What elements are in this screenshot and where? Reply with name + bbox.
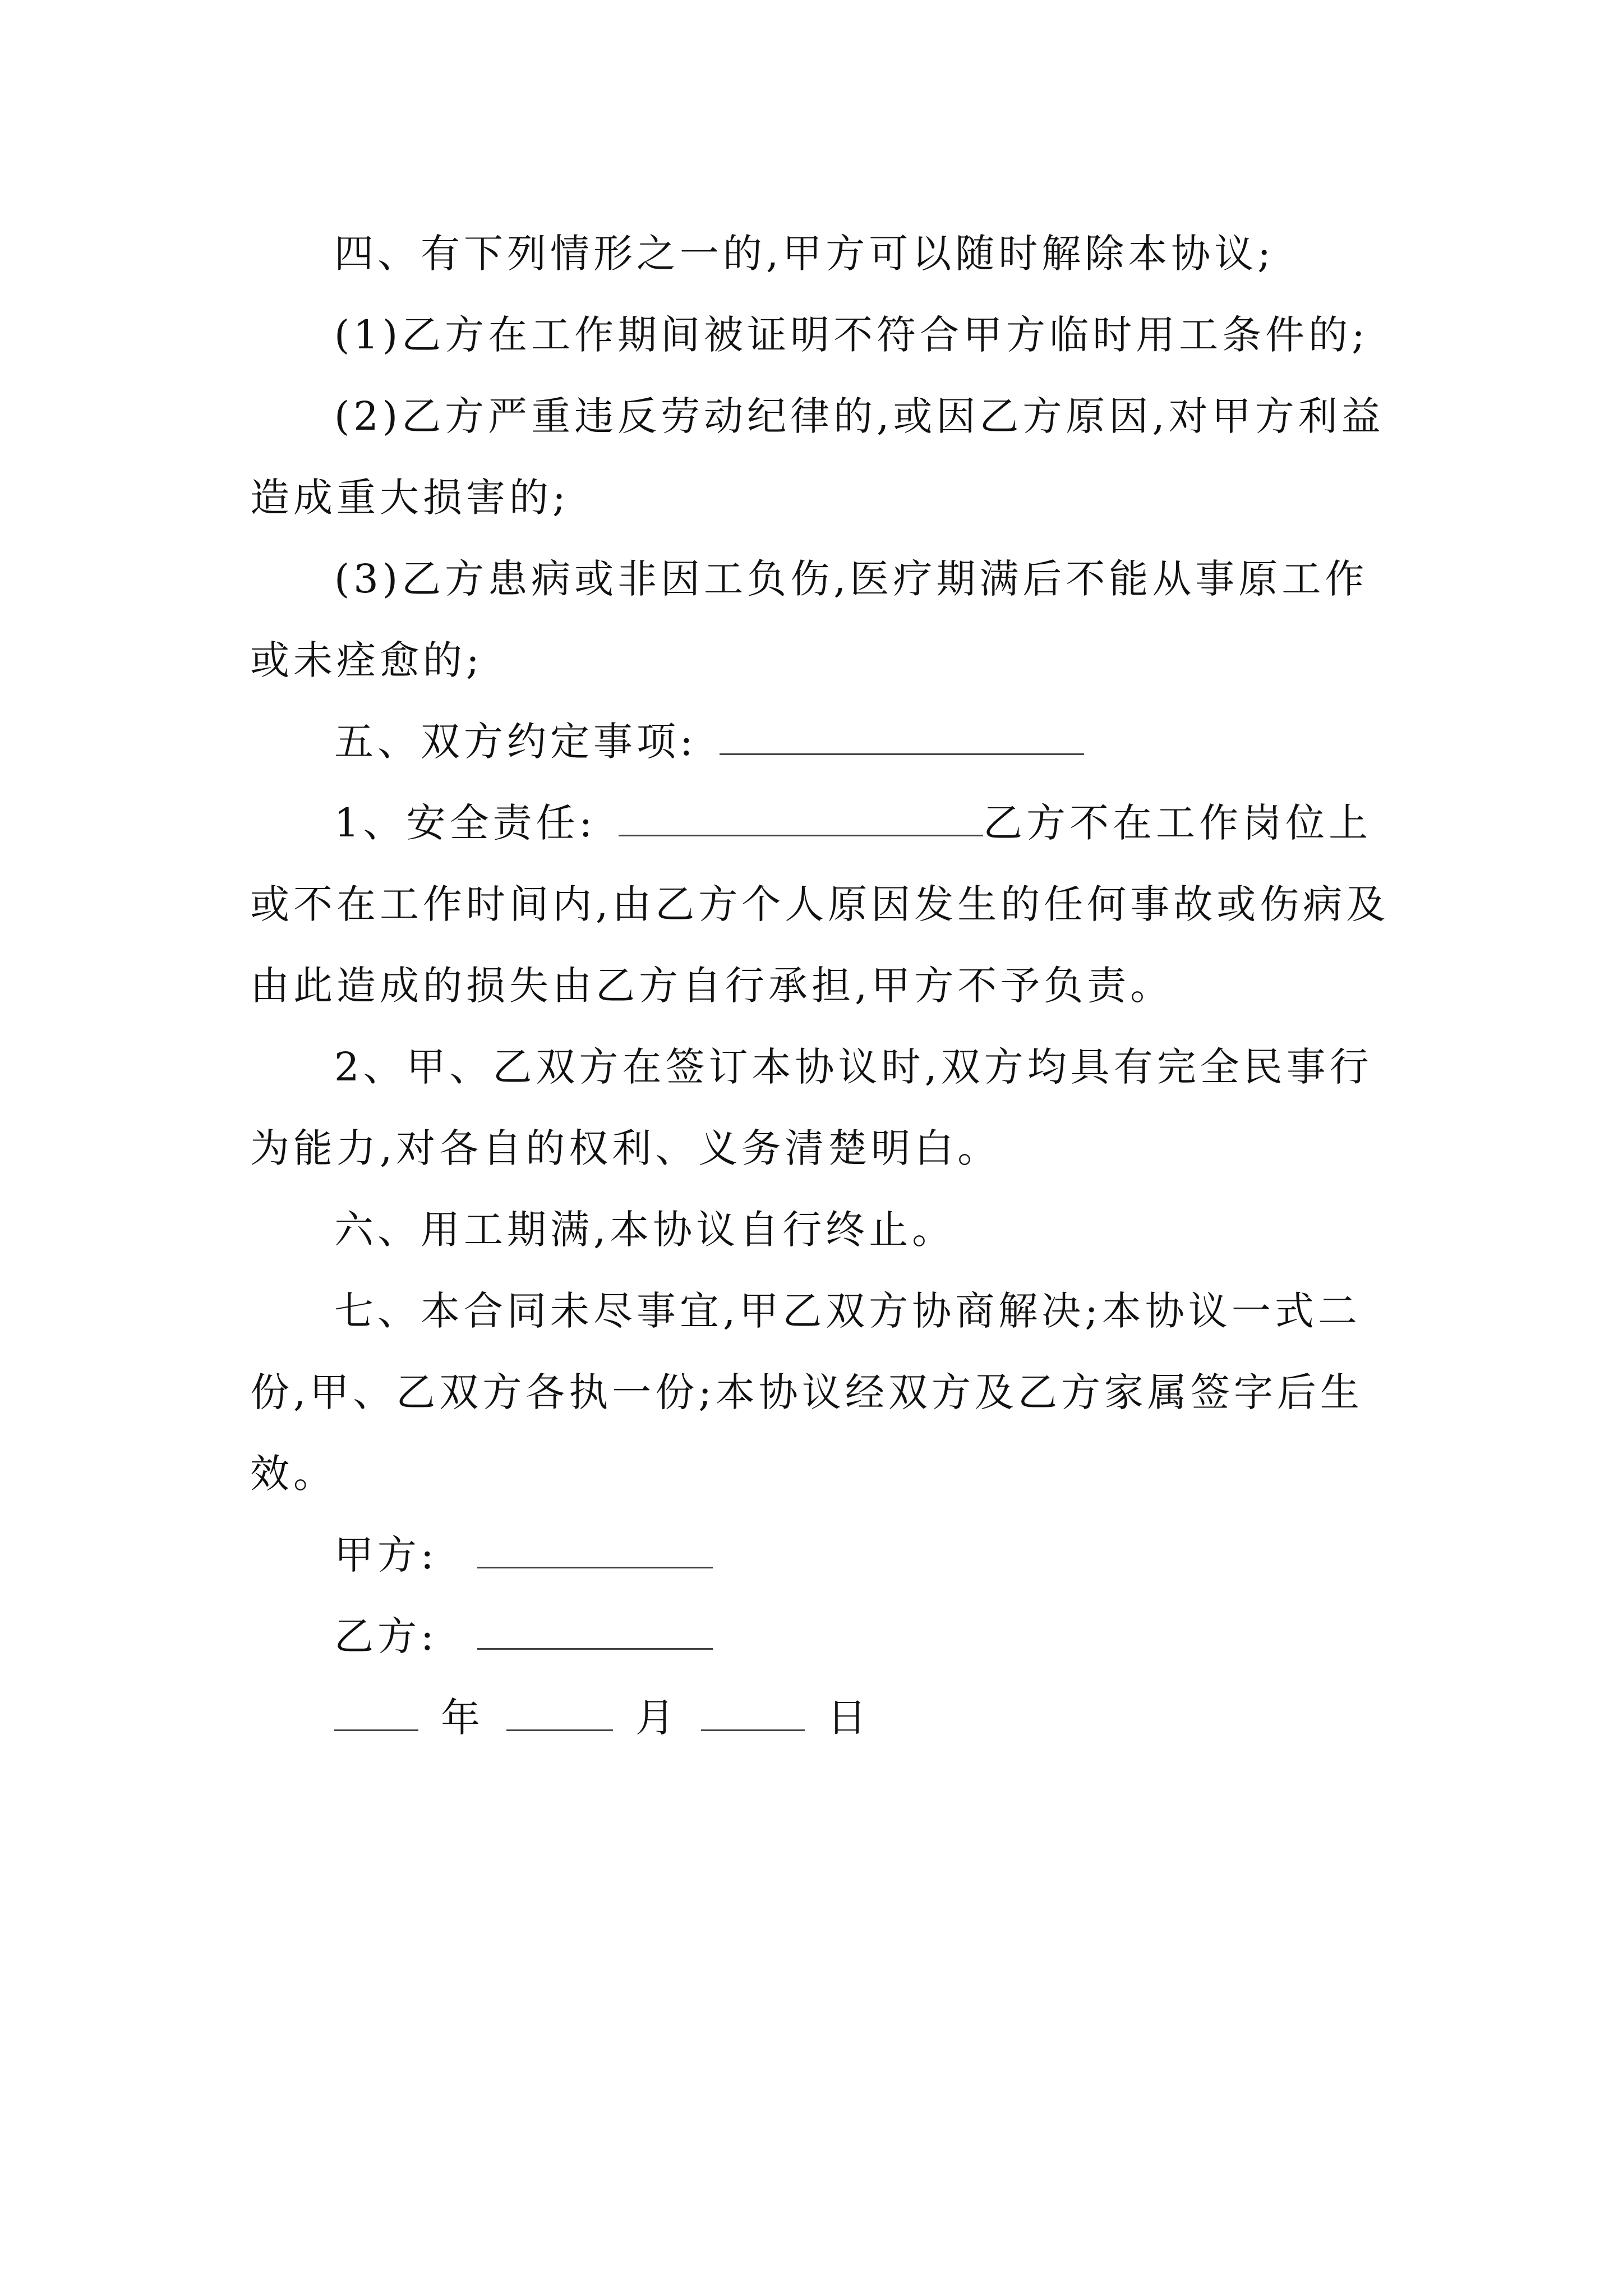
year-label: 年: [441, 1695, 484, 1741]
year-blank: [334, 1696, 418, 1731]
clause-6: 六、用工期满,本协议自行终止。: [334, 1207, 956, 1253]
capacity-clause: 2、甲、乙双方在签订本协议时,双方均具有完全民事行为能力,对各自的权利、义务清楚明白。: [250, 1044, 1373, 1171]
document-body: [250, 213, 1394, 1759]
safety-clause: [250, 783, 1394, 1027]
date-line: [250, 1677, 1394, 1759]
party-b-label: 乙方:: [334, 1613, 438, 1659]
party-a-label: 甲方:: [334, 1532, 438, 1578]
party-b-blank: [477, 1614, 713, 1650]
party-a-signature-line: [250, 1515, 1394, 1596]
clause-4-item-1: (1)乙方在工作期间被证明不符合甲方临时用工条件的;: [334, 312, 1369, 358]
month-blank: [506, 1696, 613, 1731]
clause-4-heading: 四、有下列情形之一的,甲方可以随时解除本协议;: [334, 231, 1275, 277]
clause-7: 七、本合同未尽事宜,甲乙双方协商解决;本协议一式二份,甲、乙双方各执一份;本协议经双方及乙方家属签字后生效。: [250, 1288, 1363, 1497]
clause-4-item-2: (2)乙方严重违反劳动纪律的,或因乙方原因,对甲方利益造成重大损害的;: [250, 393, 1385, 521]
agreed-items-blank: [720, 720, 1084, 755]
clause-5-label: 五、双方约定事项:: [334, 719, 697, 765]
month-label: 月: [635, 1695, 679, 1741]
safety-label: 1、安全责任:: [334, 800, 597, 846]
safety-text: 乙方不在工作岗位上或不在工作时间内,由乙方个人原因发生的任何事故或伤病及由此造成的损失由乙方自行承担,甲方不予负责。: [250, 800, 1390, 1009]
safety-blank: [619, 801, 983, 836]
day-blank: [701, 1696, 805, 1731]
party-b-signature-line: [250, 1596, 1394, 1677]
clause-4-item-3: (3)乙方患病或非因工负伤,医疗期满后不能从事原工作或未痊愈的;: [250, 556, 1368, 683]
day-label: 日: [827, 1695, 870, 1741]
clause-5-heading: [250, 701, 1394, 783]
party-a-blank: [477, 1533, 713, 1568]
